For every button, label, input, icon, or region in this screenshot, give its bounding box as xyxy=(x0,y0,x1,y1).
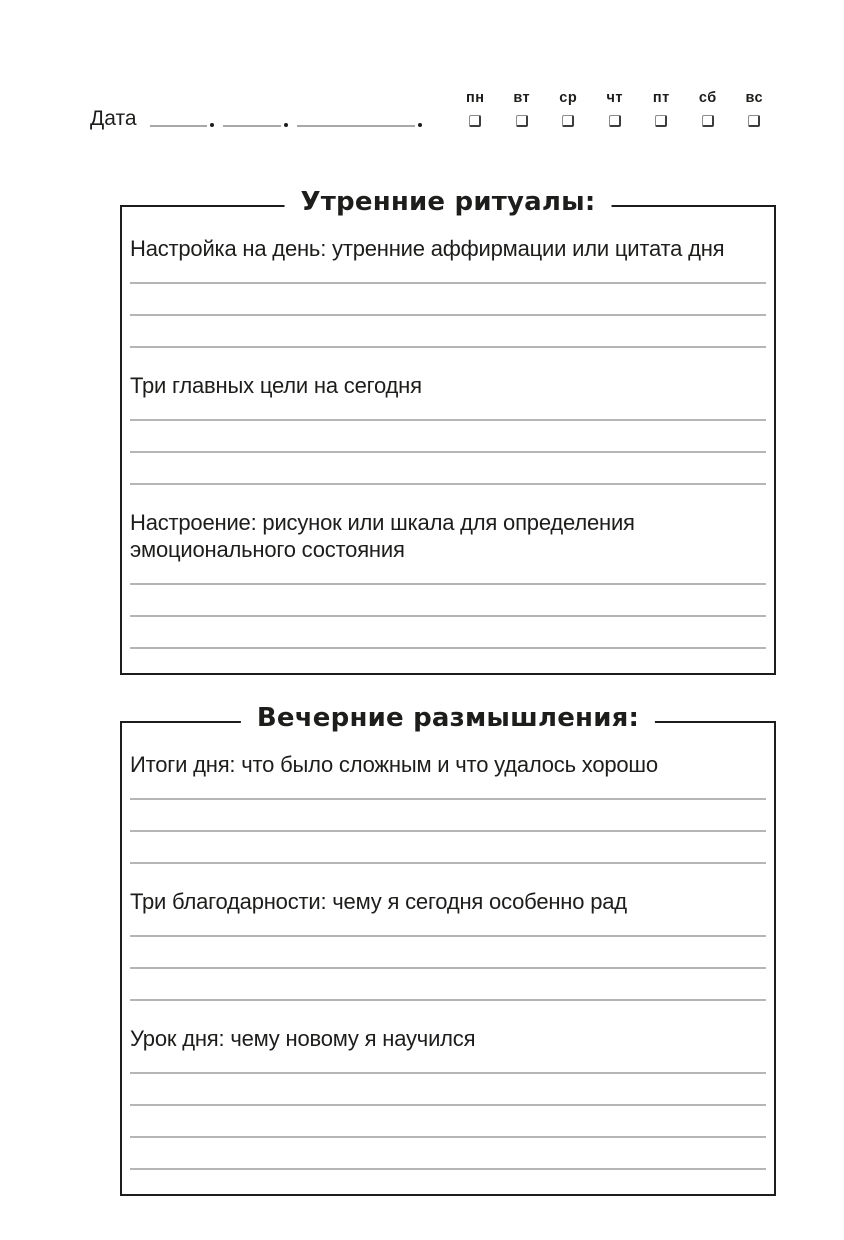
prompt-group xyxy=(130,235,766,348)
date-year-blank[interactable] xyxy=(297,125,415,127)
day-checkbox[interactable] xyxy=(516,115,528,127)
weekday-col xyxy=(452,90,499,127)
write-line[interactable] xyxy=(130,563,766,585)
write-line[interactable] xyxy=(130,262,766,284)
page-header xyxy=(0,0,844,160)
prompt-label: Итоги дня: что было сложным и что удалось хорошо xyxy=(130,752,658,777)
weekday-label: чт xyxy=(606,90,624,106)
date-row xyxy=(90,106,422,132)
write-lines xyxy=(130,915,766,1001)
weekday-col xyxy=(638,90,685,127)
weekday-row xyxy=(452,90,778,127)
date-month-blank[interactable] xyxy=(223,125,281,127)
day-checkbox[interactable] xyxy=(655,115,667,127)
write-lines xyxy=(130,1052,766,1170)
weekday-label: вт xyxy=(513,90,531,106)
write-line[interactable] xyxy=(130,800,766,832)
write-line[interactable] xyxy=(130,617,766,649)
day-checkbox[interactable] xyxy=(469,115,481,127)
write-lines xyxy=(130,563,766,649)
weekday-col xyxy=(731,90,778,127)
prompt-group xyxy=(130,751,766,864)
write-line[interactable] xyxy=(130,937,766,969)
write-line[interactable] xyxy=(130,969,766,1001)
date-separator-dot xyxy=(284,123,288,127)
prompt-group xyxy=(130,888,766,1001)
day-checkbox[interactable] xyxy=(609,115,621,127)
weekday-label: пт xyxy=(652,90,670,106)
weekday-label: сб xyxy=(698,90,717,106)
weekday-col xyxy=(685,90,732,127)
section-title: Утренние ритуалы: xyxy=(285,185,612,219)
weekday-label: вс xyxy=(745,90,764,106)
write-line[interactable] xyxy=(130,585,766,617)
prompt-group xyxy=(130,1025,766,1170)
day-checkbox[interactable] xyxy=(702,115,714,127)
prompt-label: Настройка на день: утренние аффирмации или цитата дня xyxy=(130,236,725,261)
weekday-label: пн xyxy=(465,90,485,106)
write-line[interactable] xyxy=(130,399,766,421)
weekday-col xyxy=(592,90,639,127)
write-line[interactable] xyxy=(130,832,766,864)
evening-reflections-section xyxy=(120,703,776,1196)
prompt-label: Урок дня: чему новому я научился xyxy=(130,1026,476,1051)
prompt-label: Три главных цели на сегодня xyxy=(130,373,422,398)
prompt-group xyxy=(130,372,766,485)
date-label: Дата xyxy=(90,107,137,130)
write-line[interactable] xyxy=(130,284,766,316)
write-lines xyxy=(130,778,766,864)
write-line[interactable] xyxy=(130,1074,766,1106)
write-line[interactable] xyxy=(130,778,766,800)
prompt-label: Настроение: рисунок или шкала для определения эмоционального состояния xyxy=(130,510,635,562)
prompt-list xyxy=(130,235,766,649)
write-lines xyxy=(130,399,766,485)
date-separator-dot xyxy=(418,123,422,127)
write-line[interactable] xyxy=(130,421,766,453)
write-line[interactable] xyxy=(130,453,766,485)
weekday-label: ср xyxy=(559,90,578,106)
prompt-label: Три благодарности: чему я сегодня особенно рад xyxy=(130,889,627,914)
date-separator-dot xyxy=(210,123,214,127)
write-line[interactable] xyxy=(130,316,766,348)
write-line[interactable] xyxy=(130,1052,766,1074)
morning-rituals-section xyxy=(120,187,776,675)
prompt-list xyxy=(130,751,766,1170)
section-title: Вечерние размышления: xyxy=(241,701,655,735)
day-checkbox[interactable] xyxy=(562,115,574,127)
write-line[interactable] xyxy=(130,1138,766,1170)
prompt-group xyxy=(130,509,766,649)
date-day-blank[interactable] xyxy=(150,125,207,127)
weekday-col xyxy=(499,90,546,127)
write-line[interactable] xyxy=(130,1106,766,1138)
write-lines xyxy=(130,262,766,348)
write-line[interactable] xyxy=(130,915,766,937)
day-checkbox[interactable] xyxy=(748,115,760,127)
weekday-col xyxy=(545,90,592,127)
